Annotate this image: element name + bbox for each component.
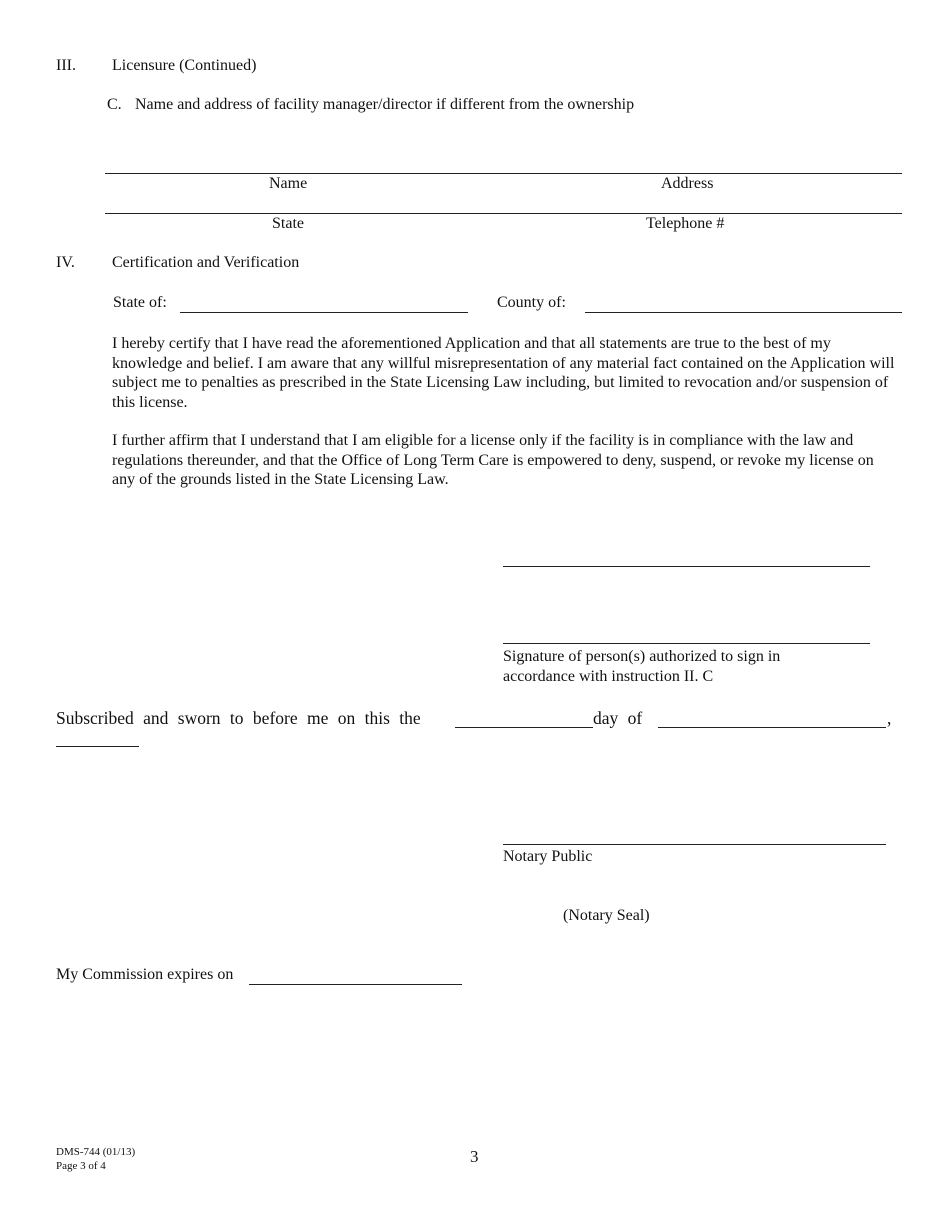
signature-caption-line-1: Signature of person(s) authorized to sign in xyxy=(503,648,781,665)
section-3-title: Licensure (Continued) xyxy=(112,57,257,74)
form-id: DMS-744 (01/13) xyxy=(56,1146,136,1158)
state-of-field[interactable] xyxy=(180,312,468,313)
state-label: State xyxy=(272,215,304,232)
notary-seal-label: (Notary Seal) xyxy=(563,907,650,924)
sworn-year-field[interactable] xyxy=(56,746,139,747)
notary-signature-line[interactable] xyxy=(503,844,886,845)
section-4-numeral: IV. xyxy=(56,254,75,271)
commission-expires-field[interactable] xyxy=(249,984,462,985)
signature-line-2[interactable] xyxy=(503,643,870,644)
sworn-month-field[interactable] xyxy=(658,727,886,728)
sworn-day-field[interactable] xyxy=(455,727,593,728)
signature-line-1[interactable] xyxy=(503,566,870,567)
county-of-field[interactable] xyxy=(585,312,902,313)
page-of: Page 3 of 4 xyxy=(56,1160,106,1172)
name-label: Name xyxy=(269,175,308,192)
state-of-label: State of: xyxy=(113,294,167,311)
sworn-day-of-text: day of xyxy=(593,708,643,728)
county-of-label: County of: xyxy=(497,294,566,311)
commission-expires-label: My Commission expires on xyxy=(56,966,234,983)
telephone-label: Telephone # xyxy=(646,215,725,232)
notary-public-label: Notary Public xyxy=(503,848,593,865)
section-4-title: Certification and Verification xyxy=(112,254,300,271)
item-c-letter: C. xyxy=(107,96,122,113)
address-label: Address xyxy=(661,175,714,192)
sworn-comma: , xyxy=(887,708,892,728)
state-telephone-line[interactable] xyxy=(105,213,902,214)
signature-caption-line-2: accordance with instruction II. C xyxy=(503,668,714,685)
sworn-text: Subscribed and sworn to before me on this the xyxy=(56,708,421,728)
name-address-line[interactable] xyxy=(105,173,902,174)
page-number: 3 xyxy=(470,1147,479,1166)
certification-paragraph: I hereby certify that I have read the aforementioned Application and that all statements are true to the best of my knowledge and belief. I am aware that any willful misrepresentation of any material fact contained on the Application will subject me to penalties as prescribed in the State Licensing Law including, but limited to revocation and/or suspension of this license. xyxy=(112,335,895,411)
affirmation-paragraph: I further affirm that I understand that I am eligible for a license only if the facility is in compliance with the law and regulations thereunder, and that the Office of Long Term Care is empowered to deny, suspend, or revoke my license on any of the grounds listed in the State Licensing Law. xyxy=(112,432,874,488)
item-c-text: Name and address of facility manager/director if different from the ownership xyxy=(135,96,635,113)
section-3-numeral: III. xyxy=(56,57,76,74)
